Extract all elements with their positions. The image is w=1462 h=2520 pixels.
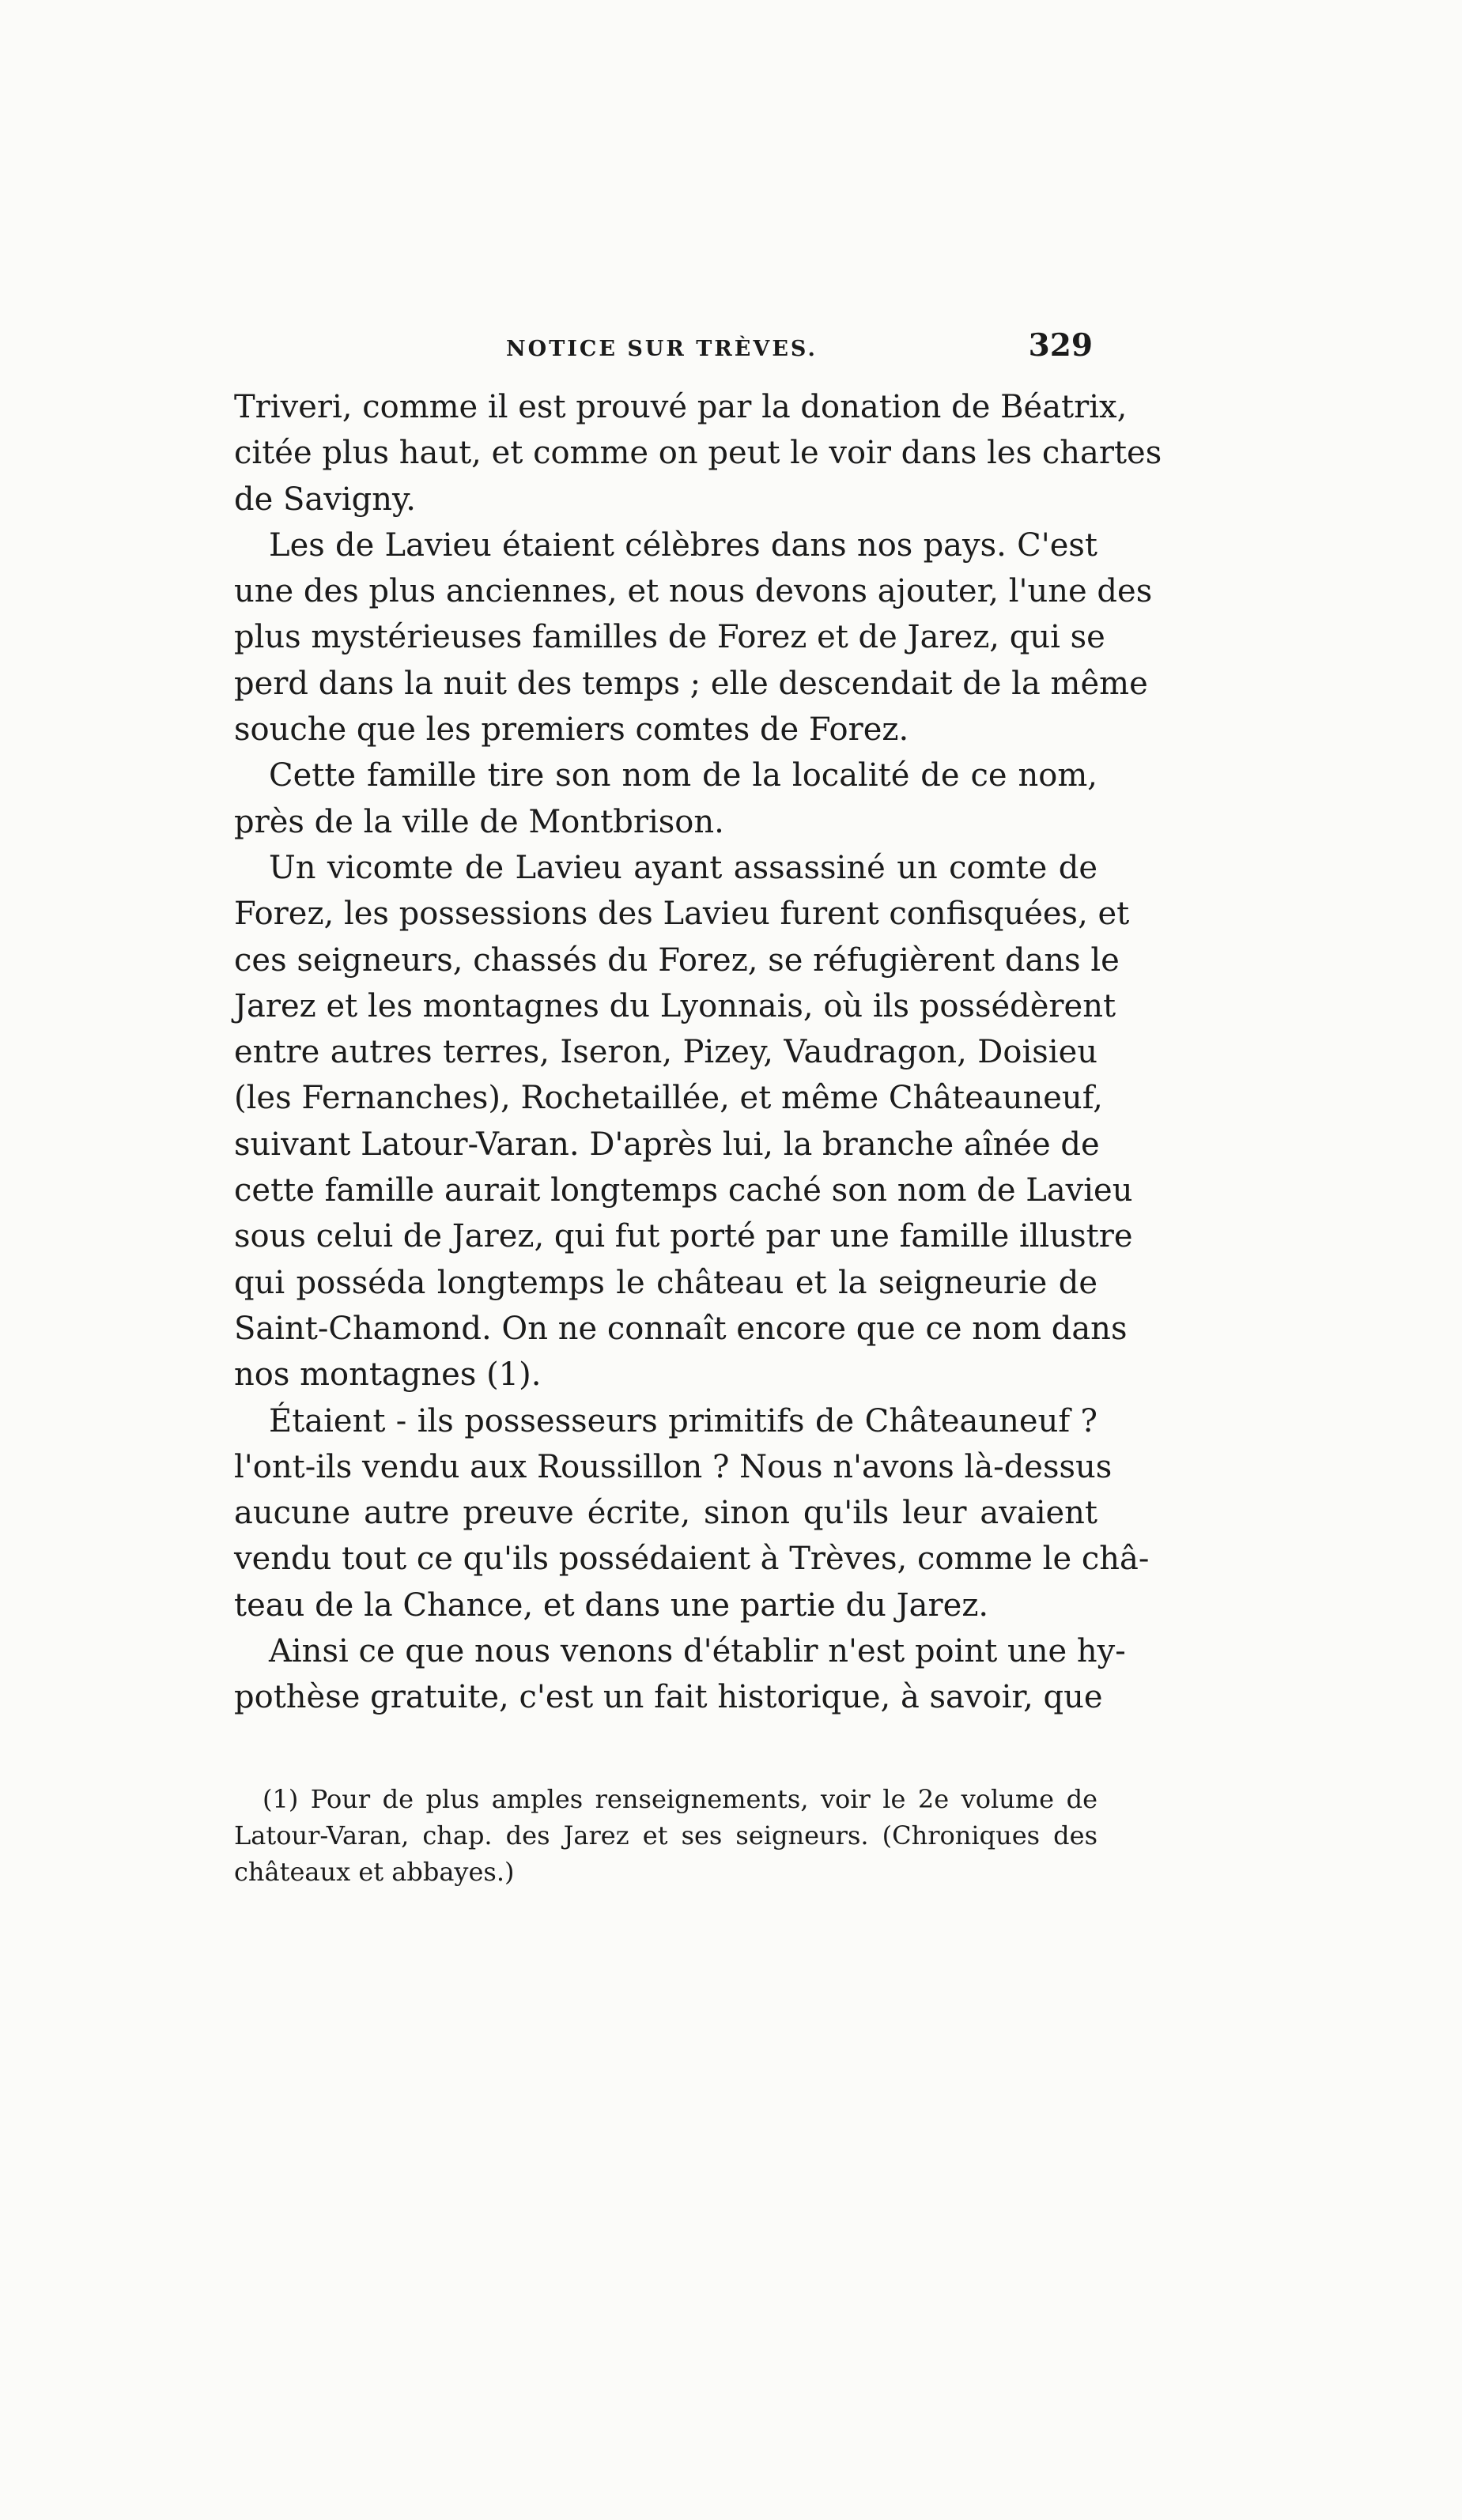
- text-line: Saint-Chamond. On ne connaît encore que ce nom dans: [234, 1310, 1128, 1347]
- footnote-line: Latour-Varan, chap. des Jarez et ses seigneurs. (Chroniques des: [234, 1820, 1097, 1850]
- text-line: cette famille aurait longtemps caché son nom de Lavieu: [234, 1172, 1133, 1209]
- text-line: citée plus haut, et comme on peut le voir dans les chartes: [234, 435, 1162, 472]
- text-line: Triveri, comme il est prouvé par la donation de Béatrix,: [234, 389, 1128, 425]
- text-line: l'ont-ils vendu aux Roussillon ? Nous n'avons là-dessus: [234, 1448, 1113, 1485]
- text-line: Étaient - ils possesseurs primitifs de Châteauneuf ?: [269, 1402, 1097, 1439]
- footnote: [234, 1781, 1097, 1890]
- text-line: plus mystérieuses familles de Forez et de Jarez, qui se: [234, 619, 1105, 656]
- text-line: une des plus anciennes, et nous devons ajouter, l'une des: [234, 573, 1153, 610]
- footnote-line: châteaux et abbayes.): [234, 1857, 515, 1887]
- text-line: de Savigny.: [234, 481, 416, 518]
- text-line: Ainsi ce que nous venons d'établir n'est point une hy-: [269, 1633, 1126, 1670]
- page-number: 329: [1028, 327, 1093, 364]
- text-line: perd dans la nuit des temps ; elle descendait de la même: [234, 665, 1148, 702]
- text-line: vendu tout ce qu'ils possédaient à Trèves, comme le châ-: [234, 1541, 1150, 1578]
- text-line: (les Fernanches), Rochetaillée, et même Châteauneuf,: [234, 1080, 1103, 1117]
- body-text: [234, 384, 1162, 1721]
- text-line: pothèse gratuite, c'est un fait historique, à savoir, que: [234, 1679, 1103, 1716]
- text-line: près de la ville de Montbrison.: [234, 803, 724, 840]
- text-line: Cette famille tire son nom de la localité de ce nom,: [269, 757, 1097, 794]
- text-line: sous celui de Jarez, qui fut porté par une famille illustre: [234, 1218, 1133, 1255]
- text-line: Un vicomte de Lavieu ayant assassiné un comte de: [269, 849, 1097, 886]
- text-line: entre autres terres, Iseron, Pizey, Vaudragon, Doisieu: [234, 1034, 1097, 1071]
- text-line: Forez, les possessions des Lavieu furent confisquées, et: [234, 896, 1130, 933]
- text-line: qui posséda longtemps le château et la seigneurie de: [234, 1264, 1097, 1301]
- text-line: nos montagnes (1).: [234, 1356, 542, 1394]
- text-line: ces seigneurs, chassés du Forez, se réfugièrent dans le: [234, 941, 1120, 979]
- text-line: aucune autre preuve écrite, sinon qu'ils leur avaient: [234, 1495, 1097, 1532]
- text-line: teau de la Chance, et dans une partie du Jarez.: [234, 1586, 989, 1624]
- text-line: suivant Latour-Varan. D'après lui, la branche aînée de: [234, 1126, 1100, 1163]
- text-line: Les de Lavieu étaient célèbres dans nos pays. C'est: [269, 526, 1097, 564]
- running-head: [234, 327, 1097, 375]
- text-line: souche que les premiers comtes de Forez.: [234, 711, 909, 749]
- text-line: Jarez et les montagnes du Lyonnais, où ils possédèrent: [234, 987, 1116, 1024]
- footnote-line: (1) Pour de plus amples renseignements, voir le 2e volume de: [263, 1784, 1097, 1814]
- running-head-title: NOTICE SUR TRÈVES.: [506, 337, 818, 361]
